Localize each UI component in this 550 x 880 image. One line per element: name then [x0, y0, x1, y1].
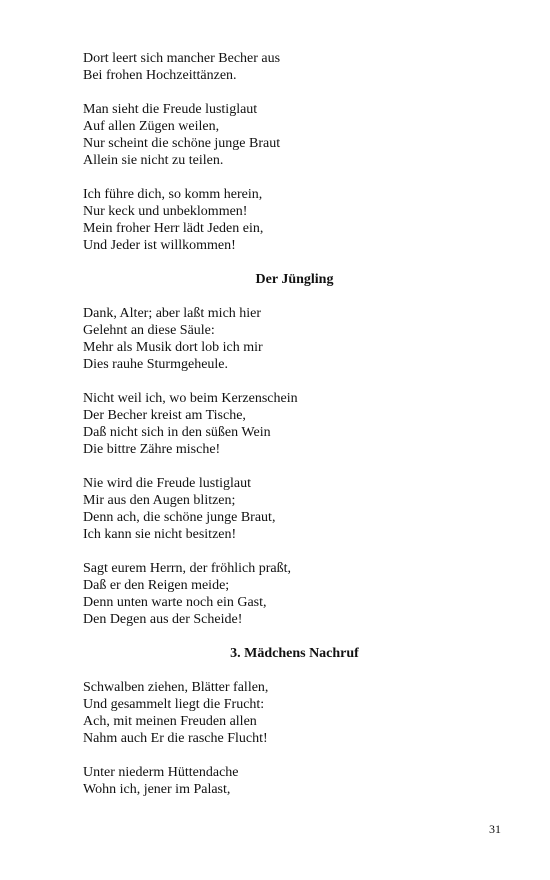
verse-line: Und Jeder ist willkommen!: [83, 238, 236, 253]
verse-line: Schwalben ziehen, Blätter fallen,: [83, 680, 269, 695]
stanza: [83, 390, 483, 458]
stanza: [83, 101, 483, 169]
verse-line: Denn unten warte noch ein Gast,: [83, 595, 267, 610]
verse-line: Ach, mit meinen Freuden allen: [83, 714, 257, 729]
stanza: [83, 305, 483, 373]
stanza: [83, 50, 483, 84]
verse-line: Dies rauhe Sturmgeheule.: [83, 357, 229, 372]
verse-line: Allein sie nicht zu teilen.: [83, 153, 224, 168]
verse-line: Bei frohen Hochzeittänzen.: [83, 68, 237, 83]
verse-line: Daß er den Reigen meide;: [83, 578, 230, 593]
section-der-juengling: [83, 271, 483, 628]
verse-line: Mehr als Musik dort lob ich mir: [83, 340, 263, 355]
verse-line: Ich kann sie nicht besitzen!: [83, 527, 237, 542]
section-heading: Der Jüngling: [255, 272, 334, 287]
verse-line: Denn ach, die schöne junge Braut,: [83, 510, 276, 525]
stanza: [83, 679, 483, 747]
verse-line: Der Becher kreist am Tische,: [83, 408, 246, 423]
section-heading: 3. Mädchens Nachruf: [230, 646, 359, 661]
verse-line: Auf allen Zügen weilen,: [83, 119, 220, 134]
verse-line: Ich führe dich, so komm herein,: [83, 187, 263, 202]
verse-line: Nie wird die Freude lustiglaut: [83, 476, 251, 491]
verse-line: Dank, Alter; aber laßt mich hier: [83, 306, 262, 321]
verse-line: Die bittre Zähre mische!: [83, 442, 221, 457]
verse-line: Nur keck und unbeklommen!: [83, 204, 248, 219]
verse-line: Gelehnt an diese Säule:: [83, 323, 215, 338]
verse-line: Daß nicht sich in den süßen Wein: [83, 425, 271, 440]
section-maedchens-nachruf: [83, 645, 483, 798]
verse-line: Wohn ich, jener im Palast,: [83, 782, 231, 797]
stanza: [83, 186, 483, 254]
stanza: [83, 764, 483, 798]
verse-line: Unter niederm Hüttendache: [83, 765, 239, 780]
verse-line: Nur scheint die schöne junge Braut: [83, 136, 281, 151]
page-body: [83, 50, 483, 815]
verse-line: Mein froher Herr lädt Jeden ein,: [83, 221, 264, 236]
verse-line: Mir aus den Augen blitzen;: [83, 493, 236, 508]
verse-line: Dort leert sich mancher Becher aus: [83, 51, 281, 66]
stanza: [83, 475, 483, 543]
verse-line: Nahm auch Er die rasche Flucht!: [83, 731, 268, 746]
verse-line: Sagt eurem Herrn, der fröhlich praßt,: [83, 561, 291, 576]
section-continuation: [83, 50, 483, 254]
verse-line: Den Degen aus der Scheide!: [83, 612, 243, 627]
stanza: [83, 560, 483, 628]
verse-line: Man sieht die Freude lustiglaut: [83, 102, 258, 117]
page-number: 31: [489, 822, 501, 836]
verse-line: Nicht weil ich, wo beim Kerzenschein: [83, 391, 298, 406]
verse-line: Und gesammelt liegt die Frucht:: [83, 697, 265, 712]
